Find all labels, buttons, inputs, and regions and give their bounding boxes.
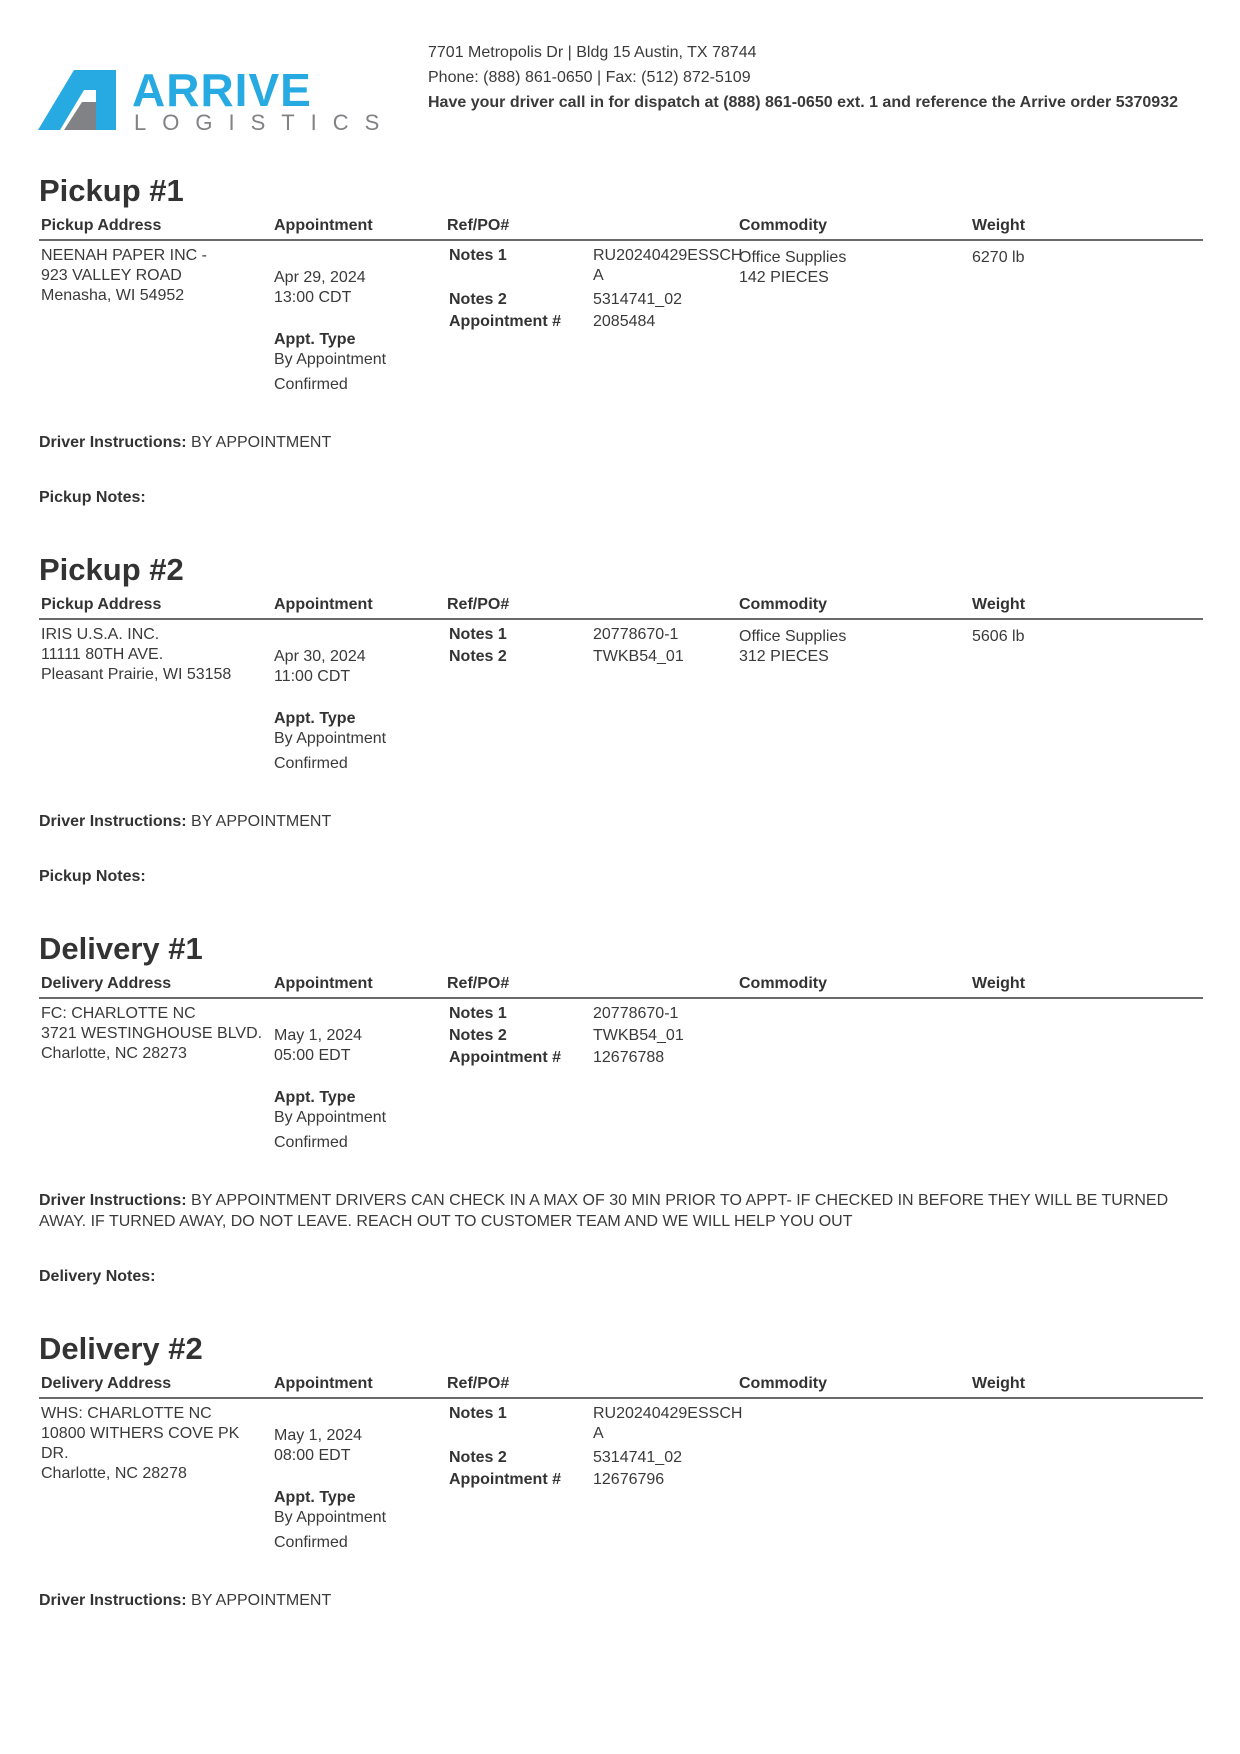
address-column-header: Delivery Address bbox=[41, 975, 172, 992]
ref-row bbox=[449, 1004, 719, 1026]
ref-column-header: Ref/PO# bbox=[447, 596, 510, 613]
address-line: FC: CHARLOTTE NC bbox=[41, 1005, 196, 1022]
appointment-column-header: Appointment bbox=[274, 1375, 373, 1392]
ref-key: Appointment # bbox=[449, 1049, 561, 1066]
stop-address bbox=[41, 1004, 271, 1064]
stop-notes-label: Pickup Notes: bbox=[39, 489, 146, 506]
commodity-pieces: 142 PIECES bbox=[739, 269, 829, 286]
commodity-column-header: Commodity bbox=[739, 1375, 827, 1392]
appt-status: Confirmed bbox=[274, 376, 348, 393]
stop-section-pickup-1 bbox=[39, 171, 1203, 411]
address-line: NEENAH PAPER INC - bbox=[41, 247, 207, 264]
appt-status: Confirmed bbox=[274, 1534, 348, 1551]
appointment-time: 08:00 EDT bbox=[274, 1447, 351, 1464]
weight-column-header: Weight bbox=[972, 217, 1026, 234]
appointment-column-header: Appointment bbox=[274, 975, 373, 992]
appointment-column-header: Appointment bbox=[274, 596, 373, 613]
stop-notes-label: Delivery Notes: bbox=[39, 1268, 156, 1285]
appt-type-value: By Appointment bbox=[274, 1509, 387, 1526]
ref-row bbox=[449, 1470, 719, 1492]
ref-column-header: Ref/PO# bbox=[447, 975, 510, 992]
driver-instructions bbox=[39, 1190, 1203, 1232]
address-line: IRIS U.S.A. INC. bbox=[41, 626, 160, 643]
arrive-logistics-logo bbox=[38, 66, 408, 138]
ref-key: Notes 2 bbox=[449, 1027, 507, 1044]
commodity-column-header: Commodity bbox=[739, 596, 827, 613]
address-line: 923 VALLEY ROAD bbox=[41, 267, 182, 284]
appointment-info bbox=[274, 268, 434, 399]
ref-key: Appointment # bbox=[449, 1471, 561, 1488]
stop-address bbox=[41, 625, 271, 685]
ref-row bbox=[449, 246, 743, 290]
reference-list bbox=[449, 1004, 719, 1070]
commodity-name: Office Supplies bbox=[739, 628, 847, 645]
commodity-info bbox=[739, 627, 959, 667]
commodity-info bbox=[739, 248, 959, 288]
stop-section-pickup-2 bbox=[39, 550, 1203, 790]
stop-address bbox=[41, 246, 271, 306]
weight-column-header: Weight bbox=[972, 975, 1026, 992]
logo-word: ARRIVE bbox=[132, 66, 312, 116]
ref-key: Notes 1 bbox=[449, 1405, 507, 1422]
appt-status: Confirmed bbox=[274, 755, 348, 772]
stop-notes-label: Pickup Notes: bbox=[39, 868, 146, 885]
appointment-date: May 1, 2024 bbox=[274, 1027, 363, 1044]
driver-instructions-label: Driver Instructions: bbox=[39, 434, 187, 451]
logo-sub: LOGISTICS bbox=[134, 110, 396, 135]
ref-value: 5314741_02 bbox=[593, 1449, 682, 1466]
column-headers bbox=[39, 1373, 1203, 1399]
reference-list bbox=[449, 246, 743, 334]
appt-type-label: Appt. Type bbox=[274, 1489, 356, 1506]
ref-key: Appointment # bbox=[449, 313, 561, 330]
address-line: 3721 WESTINGHOUSE BLVD. bbox=[41, 1025, 263, 1042]
stop-title: Pickup #1 bbox=[39, 173, 184, 208]
appt-status: Confirmed bbox=[274, 1134, 348, 1151]
stop-title: Pickup #2 bbox=[39, 552, 184, 587]
reference-list bbox=[449, 1404, 743, 1492]
reference-list bbox=[449, 625, 719, 669]
ref-value: 12676788 bbox=[593, 1049, 665, 1066]
ref-value: 20778670-1 bbox=[593, 626, 679, 643]
column-headers bbox=[39, 973, 1203, 999]
column-headers bbox=[39, 594, 1203, 620]
appt-type-label: Appt. Type bbox=[274, 1089, 356, 1106]
appt-type-label: Appt. Type bbox=[274, 710, 356, 727]
weight-column-header: Weight bbox=[972, 596, 1026, 613]
commodity-column-header: Commodity bbox=[739, 975, 827, 992]
appointment-date: Apr 30, 2024 bbox=[274, 648, 366, 665]
ref-value: TWKB54_01 bbox=[593, 648, 684, 665]
stop-notes bbox=[39, 866, 1203, 887]
driver-instructions bbox=[39, 432, 1203, 453]
driver-instructions bbox=[39, 811, 1203, 832]
ref-column-header: Ref/PO# bbox=[447, 1375, 510, 1392]
weight-value: 5606 lb bbox=[972, 628, 1025, 645]
stop-section-delivery-2 bbox=[39, 1329, 1203, 1569]
driver-instructions-label: Driver Instructions: bbox=[39, 1592, 187, 1609]
appt-type-label: Appt. Type bbox=[274, 331, 356, 348]
address-column-header: Pickup Address bbox=[41, 217, 162, 234]
ref-value: 20778670-1 bbox=[593, 1005, 679, 1022]
stop-title: Delivery #1 bbox=[39, 931, 203, 966]
ref-key: Notes 2 bbox=[449, 648, 507, 665]
ref-row bbox=[449, 1026, 719, 1048]
address-column-header: Delivery Address bbox=[41, 1375, 172, 1392]
driver-instructions-text: BY APPOINTMENT bbox=[191, 434, 332, 451]
stop-notes bbox=[39, 487, 1203, 508]
ref-value: RU20240429ESSCHA bbox=[593, 1405, 743, 1442]
appointment-time: 11:00 CDT bbox=[274, 668, 351, 685]
ref-value: TWKB54_01 bbox=[593, 1027, 684, 1044]
commodity-column-header: Commodity bbox=[739, 217, 827, 234]
ref-value: 5314741_02 bbox=[593, 291, 682, 308]
appt-type-value: By Appointment bbox=[274, 351, 387, 368]
appointment-info bbox=[274, 647, 434, 778]
appointment-date: Apr 29, 2024 bbox=[274, 269, 366, 286]
driver-instructions-text: BY APPOINTMENT bbox=[191, 1592, 332, 1609]
ref-row bbox=[449, 647, 719, 669]
address-line: WHS: CHARLOTTE NC bbox=[41, 1405, 212, 1422]
commodity-name: Office Supplies bbox=[739, 249, 847, 266]
driver-instructions bbox=[39, 1590, 1203, 1611]
column-headers bbox=[39, 215, 1203, 241]
stop-section-delivery-1 bbox=[39, 929, 1203, 1169]
stop-address bbox=[41, 1404, 256, 1484]
address-line: Pleasant Prairie, WI 53158 bbox=[41, 666, 232, 683]
address-line: 10800 WITHERS COVE PK DR. bbox=[41, 1425, 240, 1462]
driver-instructions-label: Driver Instructions: bbox=[39, 813, 187, 830]
ref-value: 2085484 bbox=[593, 313, 656, 330]
ref-key: Notes 1 bbox=[449, 1005, 507, 1022]
ref-row bbox=[449, 1404, 743, 1448]
address-line: Charlotte, NC 28273 bbox=[41, 1045, 187, 1062]
weight-column-header: Weight bbox=[972, 1375, 1026, 1392]
ref-key: Notes 1 bbox=[449, 626, 507, 643]
company-info bbox=[428, 40, 1188, 115]
company-address: 7701 Metropolis Dr | Bldg 15 Austin, TX 78744 bbox=[428, 44, 757, 61]
address-line: Menasha, WI 54952 bbox=[41, 287, 185, 304]
ref-value: 12676796 bbox=[593, 1471, 665, 1488]
appointment-date: May 1, 2024 bbox=[274, 1427, 363, 1444]
dispatch-notice: Have your driver call in for dispatch at (888) 861-0650 ext. 1 and reference the Arrive order 5370932 bbox=[428, 94, 1178, 111]
driver-instructions-text: BY APPOINTMENT bbox=[191, 813, 332, 830]
appointment-info bbox=[274, 1426, 434, 1557]
ref-row bbox=[449, 312, 719, 334]
weight-value: 6270 lb bbox=[972, 249, 1025, 266]
ref-key: Notes 2 bbox=[449, 1449, 507, 1466]
stop-title: Delivery #2 bbox=[39, 1331, 203, 1366]
ref-key: Notes 2 bbox=[449, 291, 507, 308]
address-column-header: Pickup Address bbox=[41, 596, 162, 613]
ref-row bbox=[449, 290, 719, 312]
appointment-column-header: Appointment bbox=[274, 217, 373, 234]
address-line: Charlotte, NC 28278 bbox=[41, 1465, 187, 1482]
ref-key: Notes 1 bbox=[449, 247, 507, 264]
stop-notes bbox=[39, 1266, 1203, 1287]
ref-row bbox=[449, 1048, 719, 1070]
driver-instructions-text: BY APPOINTMENT DRIVERS CAN CHECK IN A MAX OF 30 MIN PRIOR TO APPT- IF CHECKED IN BEFORE THEY WILL BE TURNED AWAY. IF TURNED AWAY, DO NOT LEAVE. REACH OUT TO CUSTOMER TEAM AND WE WILL HELP YOU OUT bbox=[39, 1192, 1169, 1230]
ref-value: RU20240429ESSCHA bbox=[593, 247, 743, 284]
ref-column-header: Ref/PO# bbox=[447, 217, 510, 234]
driver-instructions-label: Driver Instructions: bbox=[39, 1192, 187, 1209]
appointment-time: 05:00 EDT bbox=[274, 1047, 351, 1064]
appointment-time: 13:00 CDT bbox=[274, 289, 352, 306]
ref-row bbox=[449, 625, 719, 647]
company-phone: Phone: (888) 861-0650 | Fax: (512) 872-5109 bbox=[428, 69, 751, 86]
appt-type-value: By Appointment bbox=[274, 1109, 387, 1126]
commodity-pieces: 312 PIECES bbox=[739, 648, 829, 665]
appointment-info bbox=[274, 1026, 434, 1157]
ref-row bbox=[449, 1448, 719, 1470]
address-line: 11111 80TH AVE. bbox=[41, 646, 164, 663]
appt-type-value: By Appointment bbox=[274, 730, 387, 747]
